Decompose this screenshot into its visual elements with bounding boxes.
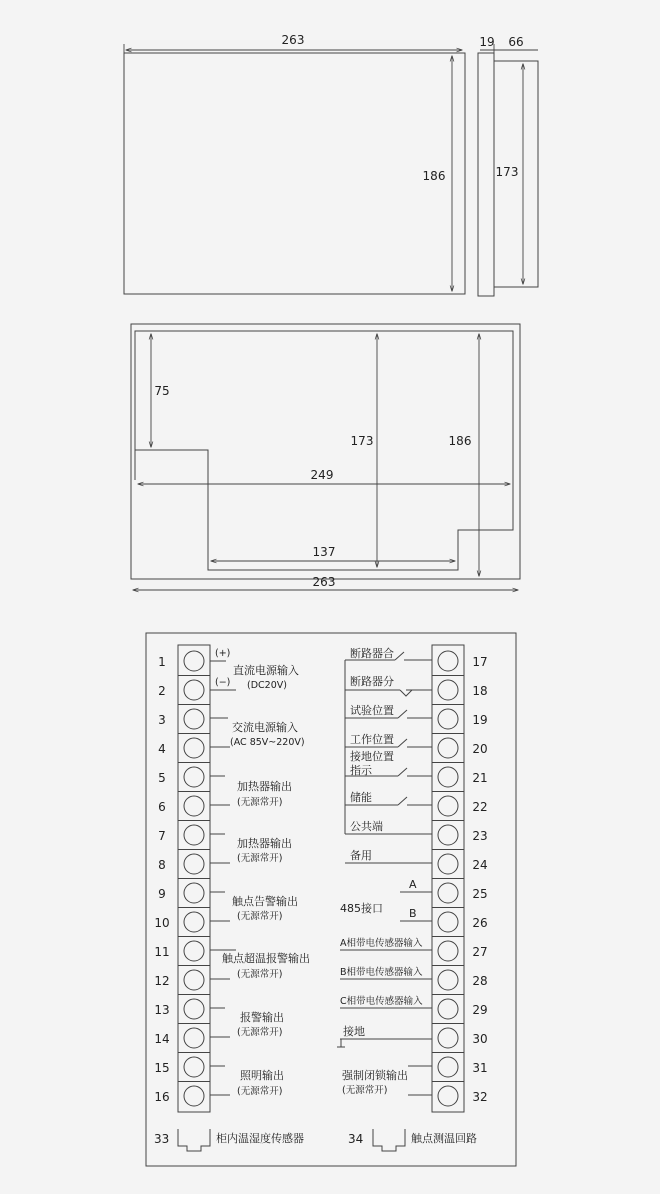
front-view — [124, 33, 465, 294]
left-terminal-4 — [184, 738, 204, 758]
left-terminal-12 — [184, 970, 204, 990]
terminal-number-24: 24 — [472, 858, 488, 872]
left-terminal-8 — [184, 854, 204, 874]
alarm-sub-label: (无源常开) — [237, 1027, 283, 1038]
terminal-number-3: 3 — [158, 713, 166, 727]
front-panel-outline — [124, 53, 465, 294]
rs485-b-label: B — [409, 907, 417, 920]
terminal-number-28: 28 — [472, 974, 488, 988]
dc-power-label: 直流电源输入 — [233, 664, 299, 677]
side-height-173-label: 173 — [495, 165, 519, 179]
terminal-number-20: 20 — [472, 742, 488, 756]
contact-alarm-sub-label: (无源常开) — [237, 911, 283, 922]
inner-width-249-label: 249 — [310, 468, 334, 482]
terminal-34-number: 34 — [348, 1132, 364, 1146]
switch-contact — [398, 797, 407, 805]
ground-position-indicate-label: 指示 — [350, 764, 372, 777]
left-terminal-14 — [184, 1028, 204, 1048]
left-terminal-11 — [184, 941, 204, 961]
contact-alarm-label: 触点告警输出 — [232, 895, 298, 908]
dc-power-spec-label: (DC20V) — [247, 680, 287, 691]
left-terminal-7 — [184, 825, 204, 845]
right-terminal-27 — [438, 941, 458, 961]
terminal-number-19: 19 — [472, 713, 488, 727]
right-terminal-17 — [438, 651, 458, 671]
sensor-b-label: B相带电传感器输入 — [340, 967, 423, 978]
connector-34-icon — [373, 1129, 405, 1151]
terminal-number-31: 31 — [472, 1061, 488, 1075]
breaker-close-label: 断路器合 — [350, 647, 394, 660]
cutout-inner-outline — [135, 331, 513, 570]
cutout-view — [131, 324, 520, 590]
right-terminal-18 — [438, 680, 458, 700]
ac-power-label: 交流电源输入 — [232, 721, 298, 734]
right-terminal-19 — [438, 709, 458, 729]
height-186-label: 186 — [422, 169, 446, 183]
switch-contact — [395, 652, 404, 660]
test-position-label: 试验位置 — [350, 704, 394, 717]
switch-contact — [398, 768, 407, 776]
side-face-66-label: 66 — [508, 35, 524, 49]
left-terminal-15 — [184, 1057, 204, 1077]
wiring-diagram — [146, 633, 516, 1166]
terminal-number-1: 1 — [158, 655, 166, 669]
terminal-number-9: 9 — [158, 887, 166, 901]
lighting-label: 照明输出 — [240, 1069, 284, 1082]
connector-33-icon — [178, 1129, 210, 1151]
terminal-number-12: 12 — [154, 974, 170, 988]
switch-contact — [398, 710, 407, 718]
heater2-sub-label: (无源常开) — [237, 853, 283, 864]
right-terminal-22 — [438, 796, 458, 816]
mid-height-173-label: 173 — [350, 434, 374, 448]
ground-position-label: 接地位置 — [350, 750, 394, 763]
left-terminal-2 — [184, 680, 204, 700]
dc-minus-label: (−) — [215, 677, 231, 688]
overtemp-alarm-sub-label: (无源常开) — [237, 969, 283, 980]
rs485-label: 485接口 — [340, 902, 383, 915]
terminal-number-15: 15 — [154, 1061, 170, 1075]
terminal-33-number: 33 — [154, 1132, 170, 1146]
terminal-number-17: 17 — [472, 655, 488, 669]
heater2-label: 加热器输出 — [237, 837, 292, 850]
overtemp-alarm-label: 触点超温报警输出 — [222, 952, 310, 965]
ground-label: 接地 — [343, 1025, 365, 1038]
heater1-label: 加热器输出 — [237, 780, 292, 793]
lock-output-sub-label: (无源常开) — [342, 1085, 388, 1096]
sensor-33-label: 柜内温湿度传感器 — [216, 1132, 304, 1145]
left-terminals — [154, 651, 210, 1106]
ac-power-spec-label: (AC 85V~220V) — [230, 737, 305, 748]
left-terminal-5 — [184, 767, 204, 787]
terminal-number-23: 23 — [472, 829, 488, 843]
side-depth-19-label: 19 — [479, 35, 495, 49]
left-terminal-6 — [184, 796, 204, 816]
right-terminal-26 — [438, 912, 458, 932]
terminal-number-25: 25 — [472, 887, 488, 901]
right-terminal-25 — [438, 883, 458, 903]
right-terminal-32 — [438, 1086, 458, 1106]
terminal-number-30: 30 — [472, 1032, 488, 1046]
terminal-number-13: 13 — [154, 1003, 170, 1017]
terminal-number-5: 5 — [158, 771, 166, 785]
right-terminal-30 — [438, 1028, 458, 1048]
bottom-width-137-label: 137 — [312, 545, 336, 559]
right-terminal-21 — [438, 767, 458, 787]
right-terminal-20 — [438, 738, 458, 758]
switch-contact — [398, 739, 407, 747]
spare-label: 备用 — [350, 849, 372, 862]
rs485-a-label: A — [409, 878, 417, 891]
terminal-number-4: 4 — [158, 742, 166, 756]
right-terminal-23 — [438, 825, 458, 845]
terminal-number-16: 16 — [154, 1090, 170, 1104]
left-terminal-10 — [184, 912, 204, 932]
terminal-number-8: 8 — [158, 858, 166, 872]
sensor-c-label: C相带电传感器输入 — [340, 996, 423, 1007]
sensor-a-label: A相带电传感器输入 — [340, 938, 423, 949]
right-terminal-28 — [438, 970, 458, 990]
energy-storage-label: 储能 — [350, 791, 372, 804]
lighting-sub-label: (无源常开) — [237, 1086, 283, 1097]
right-terminals — [432, 651, 488, 1106]
side-flange — [478, 53, 494, 296]
outer-width-263-label: 263 — [312, 575, 336, 589]
terminal-number-21: 21 — [472, 771, 488, 785]
terminal-number-22: 22 — [472, 800, 488, 814]
terminal-number-14: 14 — [154, 1032, 170, 1046]
switch-contact-nc — [400, 690, 412, 696]
terminal-number-2: 2 — [158, 684, 166, 698]
dc-plus-label: (+) — [215, 648, 231, 659]
terminal-number-32: 32 — [472, 1090, 488, 1104]
lock-output-label: 强制闭锁输出 — [342, 1069, 408, 1082]
left-terminal-9 — [184, 883, 204, 903]
left-terminal-13 — [184, 999, 204, 1019]
terminal-number-7: 7 — [158, 829, 166, 843]
breaker-open-label: 断路器分 — [350, 675, 394, 688]
terminal-number-11: 11 — [154, 945, 170, 959]
left-terminal-3 — [184, 709, 204, 729]
side-view — [478, 35, 538, 296]
width-263-label: 263 — [281, 33, 305, 47]
terminal-number-10: 10 — [154, 916, 170, 930]
left-terminal-16 — [184, 1086, 204, 1106]
sensor-34-label: 触点测温回路 — [411, 1132, 477, 1145]
alarm-label: 报警输出 — [240, 1011, 284, 1024]
right-terminal-29 — [438, 999, 458, 1019]
common-label: 公共端 — [350, 820, 383, 833]
cutout-outer-outline — [131, 324, 520, 579]
work-position-label: 工作位置 — [350, 733, 394, 746]
right-terminal-24 — [438, 854, 458, 874]
terminal-number-27: 27 — [472, 945, 488, 959]
terminal-number-6: 6 — [158, 800, 166, 814]
right-terminal-31 — [438, 1057, 458, 1077]
cutout-height-186-label: 186 — [448, 434, 472, 448]
depth-75-label: 75 — [154, 384, 170, 398]
terminal-number-18: 18 — [472, 684, 488, 698]
terminal-number-29: 29 — [472, 1003, 488, 1017]
left-terminal-1 — [184, 651, 204, 671]
terminal-number-26: 26 — [472, 916, 488, 930]
heater1-sub-label: (无源常开) — [237, 797, 283, 808]
